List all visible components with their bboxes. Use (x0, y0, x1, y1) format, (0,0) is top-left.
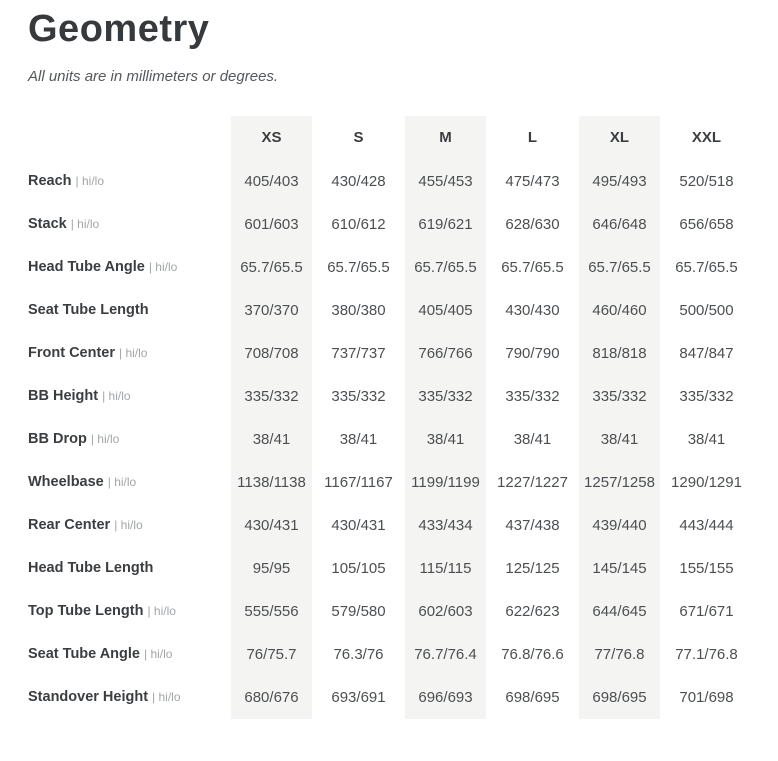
value-cell: 437/438 (505, 516, 560, 534)
value-cell: 65.7/65.5 (327, 258, 390, 276)
value-cell: 335/332 (331, 387, 386, 405)
value-cell: 693/691 (331, 688, 386, 706)
row-label-text: Reach (28, 173, 72, 190)
value-cell: 495/493 (576, 160, 663, 203)
row-label-text: Stack (28, 216, 67, 233)
table-row (28, 246, 750, 289)
value-cell: 335/332 (679, 387, 734, 405)
row-label (28, 504, 228, 547)
value-cell: 335/332 (505, 387, 560, 405)
column-header-xxl: XXL (691, 129, 722, 147)
row-label-text: Seat Tube Angle (28, 646, 140, 663)
column-header-l: L (527, 129, 538, 147)
table-row (28, 504, 750, 547)
value-cell: 145/145 (576, 547, 663, 590)
value-cell: 455/453 (402, 160, 489, 203)
table-row (28, 633, 750, 676)
value-cell: 405/405 (402, 289, 489, 332)
row-label (28, 461, 228, 504)
value-cell: 1227/1227 (497, 473, 568, 491)
row-label (28, 590, 228, 633)
row-label (28, 676, 228, 719)
value-cell: 430/428 (331, 172, 386, 190)
table-row (28, 418, 750, 461)
value-cell: 77.1/76.8 (675, 645, 738, 663)
value-cell: 602/603 (402, 590, 489, 633)
value-cell: 76/75.7 (228, 633, 315, 676)
row-label-text: Wheelbase (28, 474, 104, 491)
value-cell: 38/41 (339, 430, 378, 448)
value-cell: 155/155 (679, 559, 734, 577)
page-subtitle: All units are in millimeters or degrees. (28, 67, 279, 85)
value-cell: 430/430 (505, 301, 560, 319)
value-cell: 65.7/65.5 (402, 246, 489, 289)
value-cell: 579/580 (331, 602, 386, 620)
hilo-suffix: | hi/lo (70, 217, 100, 232)
value-cell: 1167/1167 (324, 473, 393, 491)
value-cell: 737/737 (331, 344, 386, 362)
value-cell: 38/41 (228, 418, 315, 461)
value-cell: 76.7/76.4 (402, 633, 489, 676)
value-cell: 105/105 (331, 559, 386, 577)
row-label-text: Standover Height (28, 689, 149, 706)
value-cell: 1257/1258 (576, 461, 663, 504)
value-cell: 656/658 (679, 215, 734, 233)
value-cell: 696/693 (402, 676, 489, 719)
value-cell: 1138/1138 (228, 461, 315, 504)
value-cell: 65.7/65.5 (675, 258, 738, 276)
row-label-text: Rear Center (28, 517, 111, 534)
column-header-s: S (353, 129, 364, 147)
column-header-xl: XL (576, 116, 663, 160)
value-cell: 644/645 (576, 590, 663, 633)
value-cell: 628/630 (505, 215, 560, 233)
value-cell: 335/332 (228, 375, 315, 418)
row-label (28, 203, 228, 246)
row-label-text: Top Tube Length (28, 603, 144, 620)
value-cell: 646/648 (576, 203, 663, 246)
table-row (28, 676, 750, 719)
value-cell: 671/671 (679, 602, 734, 620)
value-cell: 335/332 (576, 375, 663, 418)
hilo-suffix: | hi/lo (107, 475, 137, 490)
value-cell: 622/623 (505, 602, 560, 620)
value-cell: 680/676 (228, 676, 315, 719)
hilo-suffix: | hi/lo (147, 604, 176, 619)
hilo-suffix: | hi/lo (144, 647, 173, 662)
value-cell: 847/847 (679, 344, 734, 362)
table-row (28, 375, 750, 418)
value-cell: 1290/1291 (671, 473, 742, 491)
row-label (28, 375, 228, 418)
value-cell: 65.7/65.5 (228, 246, 315, 289)
row-label-text: BB Height (28, 388, 99, 405)
table-row (28, 461, 750, 504)
value-cell: 76.8/76.6 (501, 645, 564, 663)
row-label-text: Head Tube Angle (28, 259, 145, 276)
geometry-table (28, 116, 750, 719)
value-cell: 65.7/65.5 (576, 246, 663, 289)
value-cell: 370/370 (228, 289, 315, 332)
table-row (28, 332, 750, 375)
value-cell: 555/556 (228, 590, 315, 633)
table-row (28, 547, 750, 590)
row-label (28, 246, 228, 289)
value-cell: 443/444 (679, 516, 734, 534)
page-title: Geometry (28, 8, 210, 50)
row-label (28, 332, 228, 375)
row-label-text: BB Drop (28, 431, 87, 448)
value-cell: 475/473 (505, 172, 560, 190)
row-label-text: Head Tube Length (28, 560, 154, 577)
row-label (28, 289, 228, 332)
row-label (28, 633, 228, 676)
hilo-suffix: | hi/lo (114, 518, 143, 533)
value-cell: 701/698 (679, 688, 734, 706)
value-cell: 38/41 (687, 430, 726, 448)
hilo-suffix: | hi/lo (90, 432, 120, 447)
column-header-m: M (402, 116, 489, 160)
row-label (28, 160, 228, 203)
value-cell: 430/431 (228, 504, 315, 547)
table-row (28, 160, 750, 203)
value-cell: 38/41 (513, 430, 552, 448)
hilo-suffix: | hi/lo (75, 174, 104, 189)
value-cell: 335/332 (402, 375, 489, 418)
value-cell: 460/460 (576, 289, 663, 332)
hilo-suffix: | hi/lo (152, 690, 181, 705)
header-spacer (28, 116, 228, 160)
value-cell: 38/41 (576, 418, 663, 461)
value-cell: 520/518 (679, 172, 734, 190)
table-body (28, 160, 750, 719)
value-cell: 77/76.8 (576, 633, 663, 676)
value-cell: 439/440 (576, 504, 663, 547)
value-cell: 500/500 (679, 301, 734, 319)
row-label-text: Front Center (28, 345, 115, 362)
value-cell: 38/41 (402, 418, 489, 461)
value-cell: 65.7/65.5 (501, 258, 564, 276)
value-cell: 115/115 (402, 547, 489, 590)
value-cell: 405/403 (228, 160, 315, 203)
value-cell: 1199/1199 (402, 461, 489, 504)
header-row (28, 116, 750, 160)
table-row (28, 203, 750, 246)
value-cell: 601/603 (228, 203, 315, 246)
hilo-suffix: | hi/lo (148, 260, 178, 275)
value-cell: 698/695 (576, 676, 663, 719)
row-label (28, 547, 228, 590)
value-cell: 818/818 (576, 332, 663, 375)
value-cell: 95/95 (228, 547, 315, 590)
value-cell: 433/434 (402, 504, 489, 547)
column-header-xs: XS (228, 116, 315, 160)
value-cell: 766/766 (402, 332, 489, 375)
value-cell: 76.3/76 (333, 645, 384, 663)
value-cell: 125/125 (505, 559, 560, 577)
table-row (28, 289, 750, 332)
value-cell: 619/621 (402, 203, 489, 246)
row-label-text: Seat Tube Length (28, 302, 149, 319)
hilo-suffix: | hi/lo (119, 346, 148, 361)
value-cell: 698/695 (505, 688, 560, 706)
value-cell: 610/612 (331, 215, 386, 233)
hilo-suffix: | hi/lo (102, 389, 131, 404)
value-cell: 430/431 (331, 516, 386, 534)
value-cell: 790/790 (505, 344, 560, 362)
row-label (28, 418, 228, 461)
table-row (28, 590, 750, 633)
value-cell: 708/708 (228, 332, 315, 375)
value-cell: 380/380 (331, 301, 386, 319)
